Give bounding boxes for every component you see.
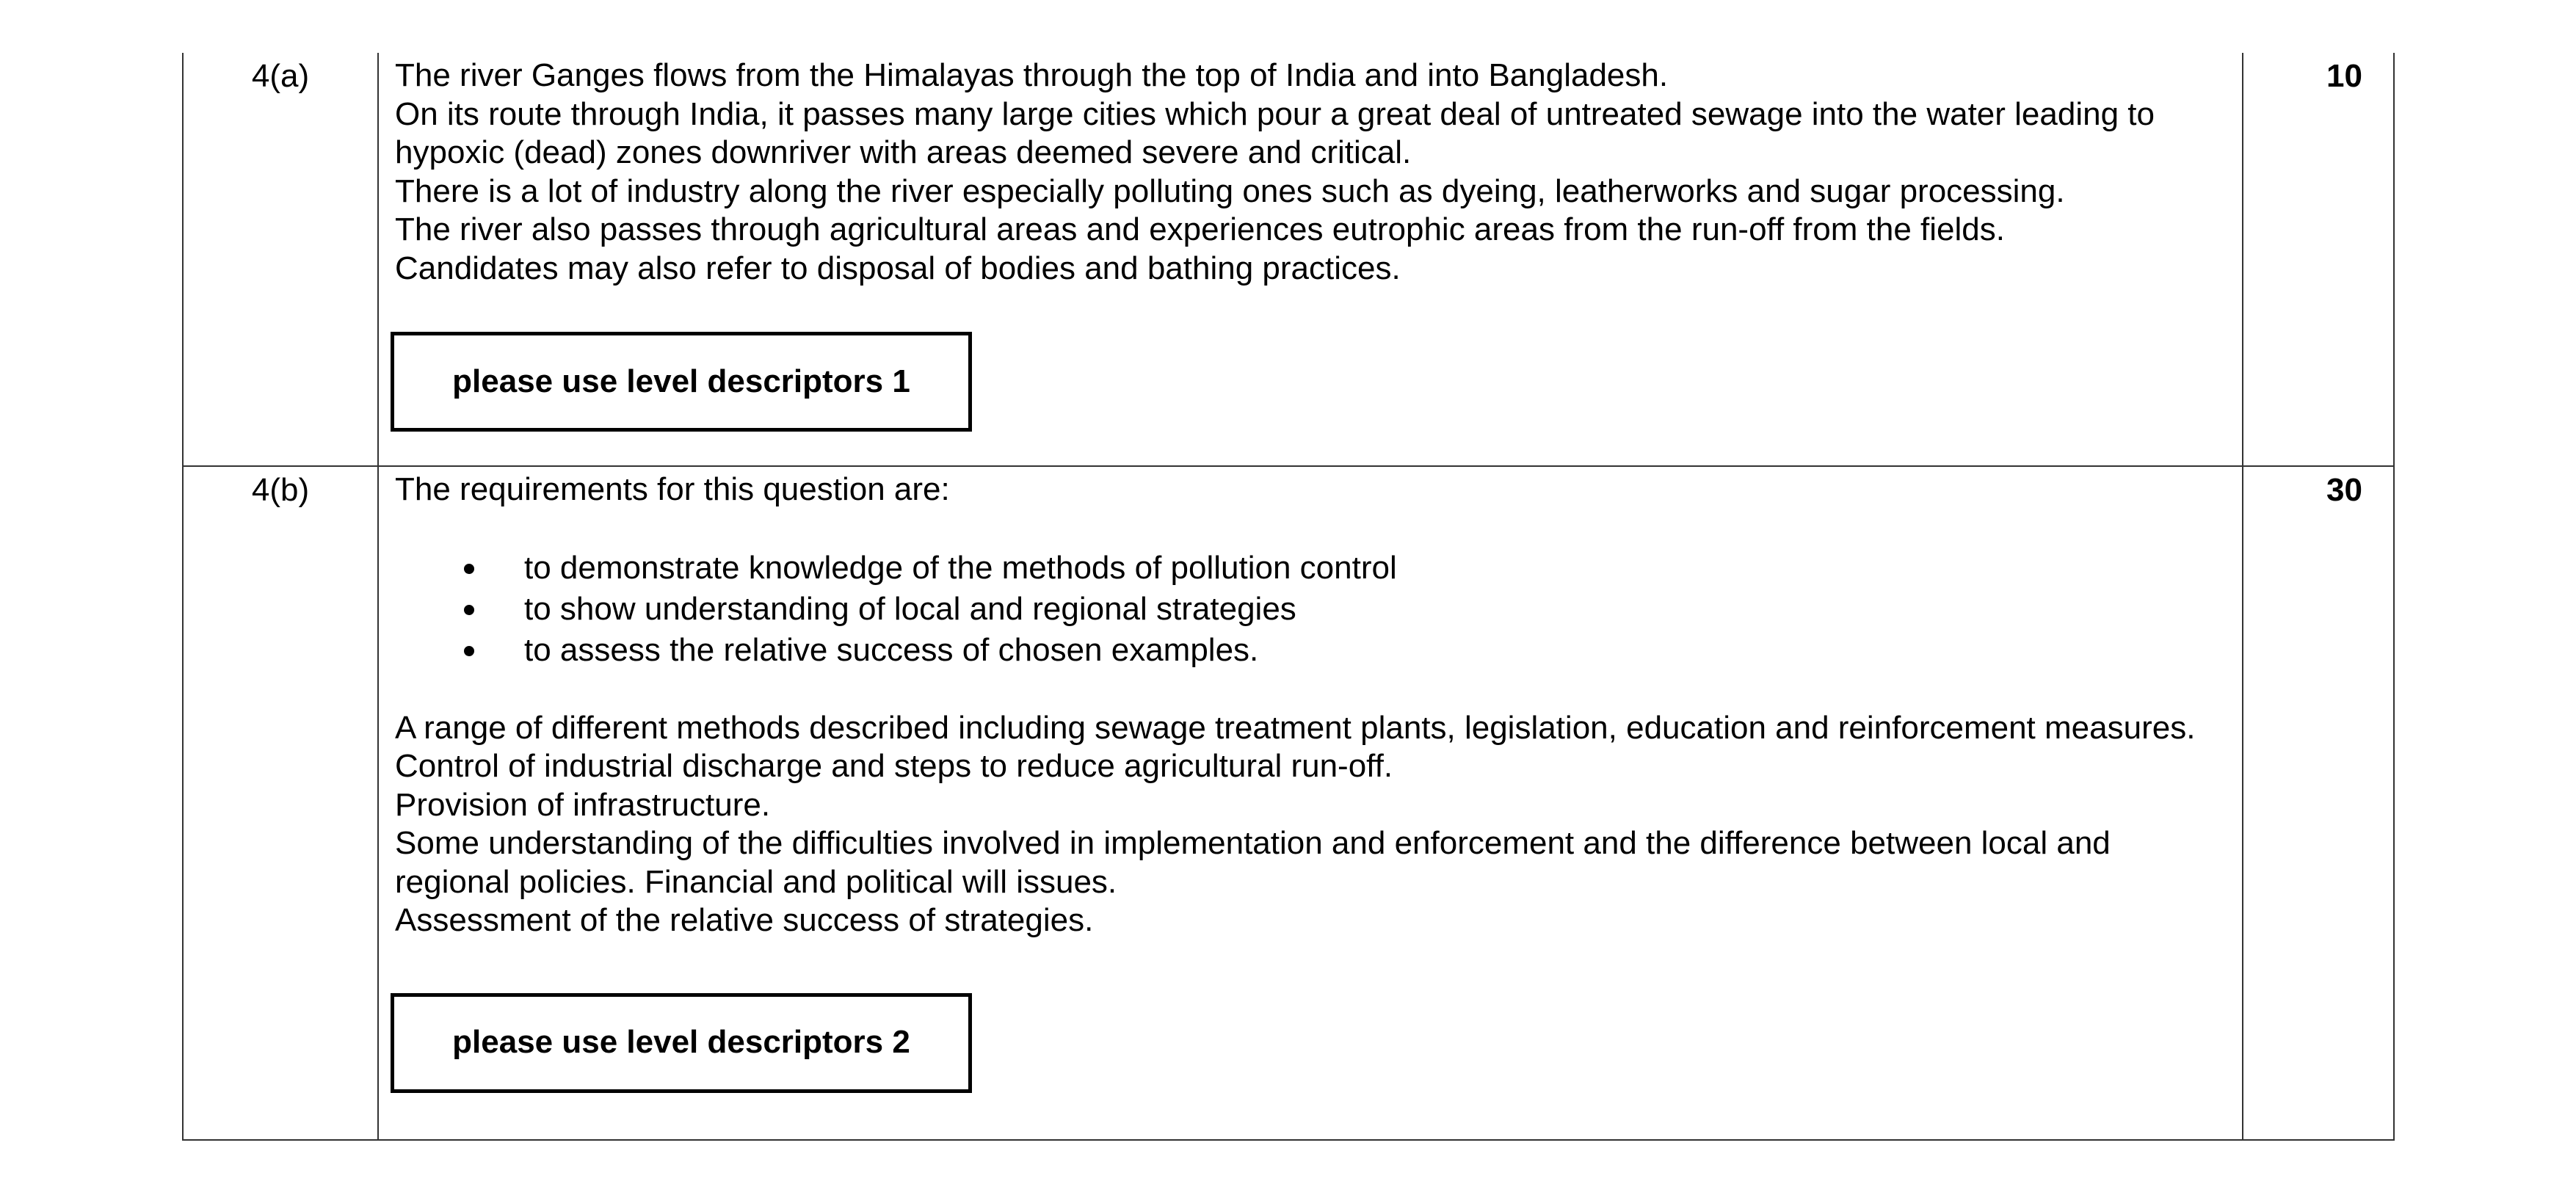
answer-intro: The requirements for this question are: [395,471,950,507]
list-item [395,589,2220,630]
marks-cell [2243,466,2394,1140]
marks-value: 10 [2326,58,2362,94]
marks-cell [2243,53,2394,466]
level-descriptor-box: please use level descriptors 1 [391,332,972,432]
question-number-cell [183,53,378,466]
bullet-icon [464,646,474,656]
question-row-4a [183,53,2394,466]
answer-paragraph: Provision of infrastructure. [395,786,771,823]
list-item-text: to assess the relative success of chosen examples. [524,631,1259,668]
answer-paragraph: A range of different methods described including sewage treatment plants, legislation, education and reinforcement measures. Control of industrial discharge and steps to reduce agricultural run-off. [395,709,2196,784]
answer-paragraph: Some understanding of the difficulties involved in implementation and enforcement and the difference between local and regional policies. Financial and political will issues. [395,825,2111,900]
list-item-text: to demonstrate knowledge of the methods of pollution control [524,549,1397,586]
answer-cell [378,466,2243,1140]
answer-cell [378,53,2243,466]
question-number-cell [183,466,378,1140]
answer-text [379,53,2242,432]
question-number: 4(b) [251,472,310,508]
bullet-icon [464,605,474,615]
answer-paragraph: There is a lot of industry along the river especially polluting ones such as dyeing, leatherworks and sugar processing. [395,172,2065,209]
answer-paragraph: The river Ganges flows from the Himalayas through the top of India and into Bangladesh. [395,57,1669,93]
list-item [395,630,2220,671]
answer-text [379,467,2242,1093]
answer-paragraph: Candidates may also refer to disposal of bodies and bathing practices. [395,250,1401,286]
bullet-icon [464,564,474,574]
marks-value: 30 [2326,472,2362,508]
mark-scheme-table [182,53,2395,1141]
answer-paragraph: The river also passes through agricultural areas and experiences eutrophic areas from the run-off from the fields. [395,211,2005,247]
question-row-4b [183,466,2394,1140]
answer-paragraph: On its route through India, it passes many large cities which pour a great deal of untreated sewage into the water leading to hypoxic (dead) zones downriver with areas deemed severe and critical. [395,95,2155,170]
list-item [395,548,2220,589]
answer-paragraph: Assessment of the relative success of strategies. [395,902,1094,938]
level-descriptor-box: please use level descriptors 2 [391,993,972,1093]
requirements-list [395,548,2220,671]
list-item-text: to show understanding of local and regional strategies [524,590,1296,627]
question-number: 4(a) [251,58,310,94]
